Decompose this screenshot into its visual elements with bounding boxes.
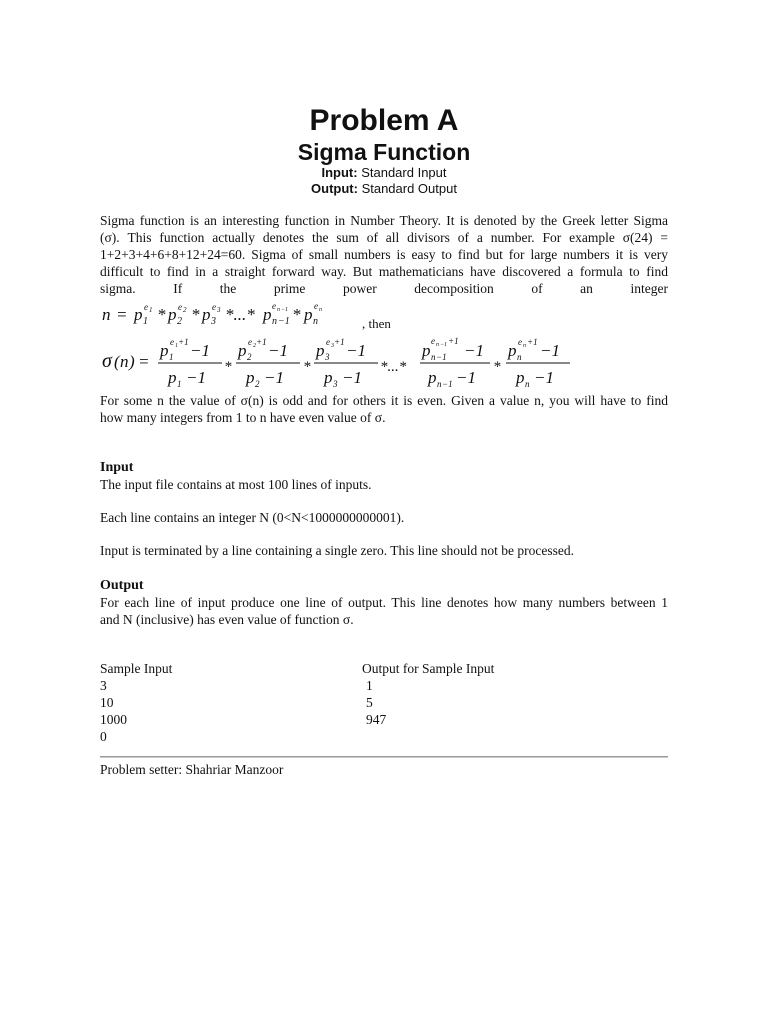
input-line: Input is terminated by a line containing a single zero. This line should not be processed. xyxy=(100,543,575,558)
output-spec xyxy=(0,181,768,197)
svg-text:−1: −1 xyxy=(440,342,448,348)
svg-text:n: n xyxy=(431,352,436,362)
svg-text:p: p xyxy=(516,368,525,387)
problem-title: Problem A xyxy=(309,104,459,137)
svg-text:p: p xyxy=(246,368,255,387)
svg-text:p: p xyxy=(168,305,177,324)
svg-text:2: 2 xyxy=(255,379,260,389)
intro-line: sigma. If the prime power decomposition of an integer xyxy=(100,281,668,296)
intro-paragraph xyxy=(100,212,668,297)
svg-text:−1: −1 xyxy=(436,352,447,362)
output-line: For each line of input produce one line of output. This line denotes how many numbers between 1 xyxy=(100,595,668,610)
svg-text:n: n xyxy=(277,307,280,313)
svg-text:*: * xyxy=(157,305,166,324)
output-heading: Output xyxy=(100,578,144,593)
svg-text:n: n xyxy=(313,316,318,327)
svg-text:−1: −1 xyxy=(281,307,289,313)
svg-text:e: e xyxy=(326,337,330,347)
svg-text:−1: −1 xyxy=(534,368,554,387)
sample-input-value: 3 xyxy=(100,678,107,693)
svg-text:*: * xyxy=(493,359,501,375)
svg-text:*...*: *...* xyxy=(380,359,407,375)
sample-output-value: 5 xyxy=(366,695,373,710)
svg-text:+1: +1 xyxy=(527,337,538,347)
svg-text:3: 3 xyxy=(331,343,334,349)
statement-line: For some n the value of σ(n) is odd and for others it is even. Given a value n, you will have to find xyxy=(100,393,668,408)
svg-text:): ) xyxy=(129,352,135,371)
svg-text:n: n xyxy=(272,316,277,327)
sample-output-value: 1 xyxy=(366,678,373,693)
svg-text:p: p xyxy=(304,305,313,324)
sample-input-column xyxy=(100,660,172,745)
svg-text:=: = xyxy=(116,305,128,324)
svg-text:*: * xyxy=(303,359,311,375)
svg-text:p: p xyxy=(160,341,169,360)
svg-text:p: p xyxy=(202,305,211,324)
svg-text:e: e xyxy=(144,302,148,312)
input-heading: Input xyxy=(100,460,134,475)
svg-text:3: 3 xyxy=(333,379,338,389)
svg-text:p: p xyxy=(316,341,325,360)
svg-text:=: = xyxy=(138,352,150,371)
svg-text:e: e xyxy=(518,337,522,347)
footer-divider xyxy=(100,756,668,758)
svg-text:1: 1 xyxy=(169,352,174,362)
sample-output-header: Output for Sample Input xyxy=(362,661,495,676)
svg-text:−1: −1 xyxy=(456,368,476,387)
svg-text:n: n xyxy=(517,352,522,362)
svg-text:p: p xyxy=(508,341,517,360)
then-text: , then xyxy=(362,316,391,331)
svg-text:−1: −1 xyxy=(346,341,366,360)
svg-text:p: p xyxy=(134,305,143,324)
output-paragraph xyxy=(100,594,668,628)
sigma-formula xyxy=(100,334,580,390)
input-line: The input file contains at most 100 lines of inputs. xyxy=(100,477,372,492)
svg-text:e: e xyxy=(212,302,216,312)
svg-text:3: 3 xyxy=(211,316,216,327)
output-spec-value: Standard Output xyxy=(361,181,457,196)
sample-output-value: 947 xyxy=(366,712,387,727)
svg-text:p: p xyxy=(168,368,177,387)
svg-text:(: ( xyxy=(114,352,120,371)
svg-text:e: e xyxy=(314,301,318,311)
svg-text:−1: −1 xyxy=(442,379,453,389)
svg-text:e: e xyxy=(272,301,276,311)
sample-input-value: 0 xyxy=(100,729,107,744)
statement-paragraph xyxy=(100,392,668,426)
svg-text:2: 2 xyxy=(183,306,187,314)
svg-text:p: p xyxy=(428,368,437,387)
input-line: Each line contains an integer N (0<N<1000000000001). xyxy=(100,510,405,525)
statement-line: how many integers from 1 to n have even value of σ. xyxy=(100,410,386,425)
svg-text:*...*: *...* xyxy=(225,305,255,324)
svg-text:p: p xyxy=(263,305,272,324)
svg-text:*: * xyxy=(191,305,200,324)
svg-text:p: p xyxy=(238,341,247,360)
problem-setter: Problem setter: Shahriar Manzoor xyxy=(100,762,284,777)
svg-text:1: 1 xyxy=(149,306,153,314)
svg-text:1: 1 xyxy=(143,316,148,327)
svg-text:n: n xyxy=(436,342,439,348)
svg-text:−1: −1 xyxy=(264,368,284,387)
svg-text:−1: −1 xyxy=(186,368,206,387)
input-spec xyxy=(0,165,768,181)
svg-text:3: 3 xyxy=(325,352,330,362)
svg-text:+1: +1 xyxy=(178,337,189,347)
sample-input-header: Sample Input xyxy=(100,661,173,676)
input-spec-value: Standard Input xyxy=(361,165,447,180)
output-line: and N (inclusive) has even value of function σ. xyxy=(100,612,354,627)
svg-text:p: p xyxy=(422,341,431,360)
svg-text:e: e xyxy=(431,336,435,346)
svg-text:1: 1 xyxy=(175,343,178,349)
svg-text:n: n xyxy=(102,305,111,324)
svg-text:+1: +1 xyxy=(334,337,345,347)
intro-line: 1+2+3+4+6+8+12+24=60. Sigma of small numbers is easy to find but for large numbers it is very xyxy=(100,247,668,262)
svg-text:n: n xyxy=(525,379,530,389)
svg-text:2: 2 xyxy=(253,343,256,349)
svg-text:−1: −1 xyxy=(540,341,560,360)
sample-input-value: 10 xyxy=(100,695,114,710)
output-spec-label: Output: xyxy=(311,181,358,196)
svg-text:n: n xyxy=(120,352,129,371)
svg-text:*: * xyxy=(224,359,232,375)
sample-output-column xyxy=(362,660,494,728)
svg-text:1: 1 xyxy=(177,379,182,389)
svg-text:n: n xyxy=(523,343,526,349)
svg-text:e: e xyxy=(178,302,182,312)
svg-text:e: e xyxy=(170,337,174,347)
svg-text:p: p xyxy=(324,368,333,387)
intro-line: Sigma function is an interesting function in Number Theory. It is denoted by the Greek letter Sigma xyxy=(100,213,668,228)
svg-text:e: e xyxy=(248,337,252,347)
svg-text:n: n xyxy=(319,307,322,313)
svg-text:−1: −1 xyxy=(268,341,288,360)
prime-decomposition-formula xyxy=(100,298,370,332)
svg-text:σ: σ xyxy=(102,350,112,372)
sample-input-value: 1000 xyxy=(100,712,127,727)
input-spec-label: Input: xyxy=(321,165,358,180)
svg-text:−1: −1 xyxy=(190,341,210,360)
svg-text:+1: +1 xyxy=(448,336,459,346)
svg-text:−1: −1 xyxy=(342,368,362,387)
svg-text:2: 2 xyxy=(177,316,182,327)
svg-text:2: 2 xyxy=(247,352,252,362)
problem-subtitle: Sigma Function xyxy=(297,139,471,165)
svg-text:+1: +1 xyxy=(256,337,267,347)
svg-text:n: n xyxy=(437,379,442,389)
intro-line: difficult to find in a straight forward way. But mathematicians have discovered a formula to find xyxy=(100,264,668,279)
svg-text:−1: −1 xyxy=(278,316,290,327)
svg-text:*: * xyxy=(292,305,301,324)
intro-line: (σ). This function actually denotes the sum of all divisors of a number. For example σ(24) = xyxy=(100,230,668,245)
svg-text:−1: −1 xyxy=(464,341,484,360)
svg-text:3: 3 xyxy=(217,306,221,314)
